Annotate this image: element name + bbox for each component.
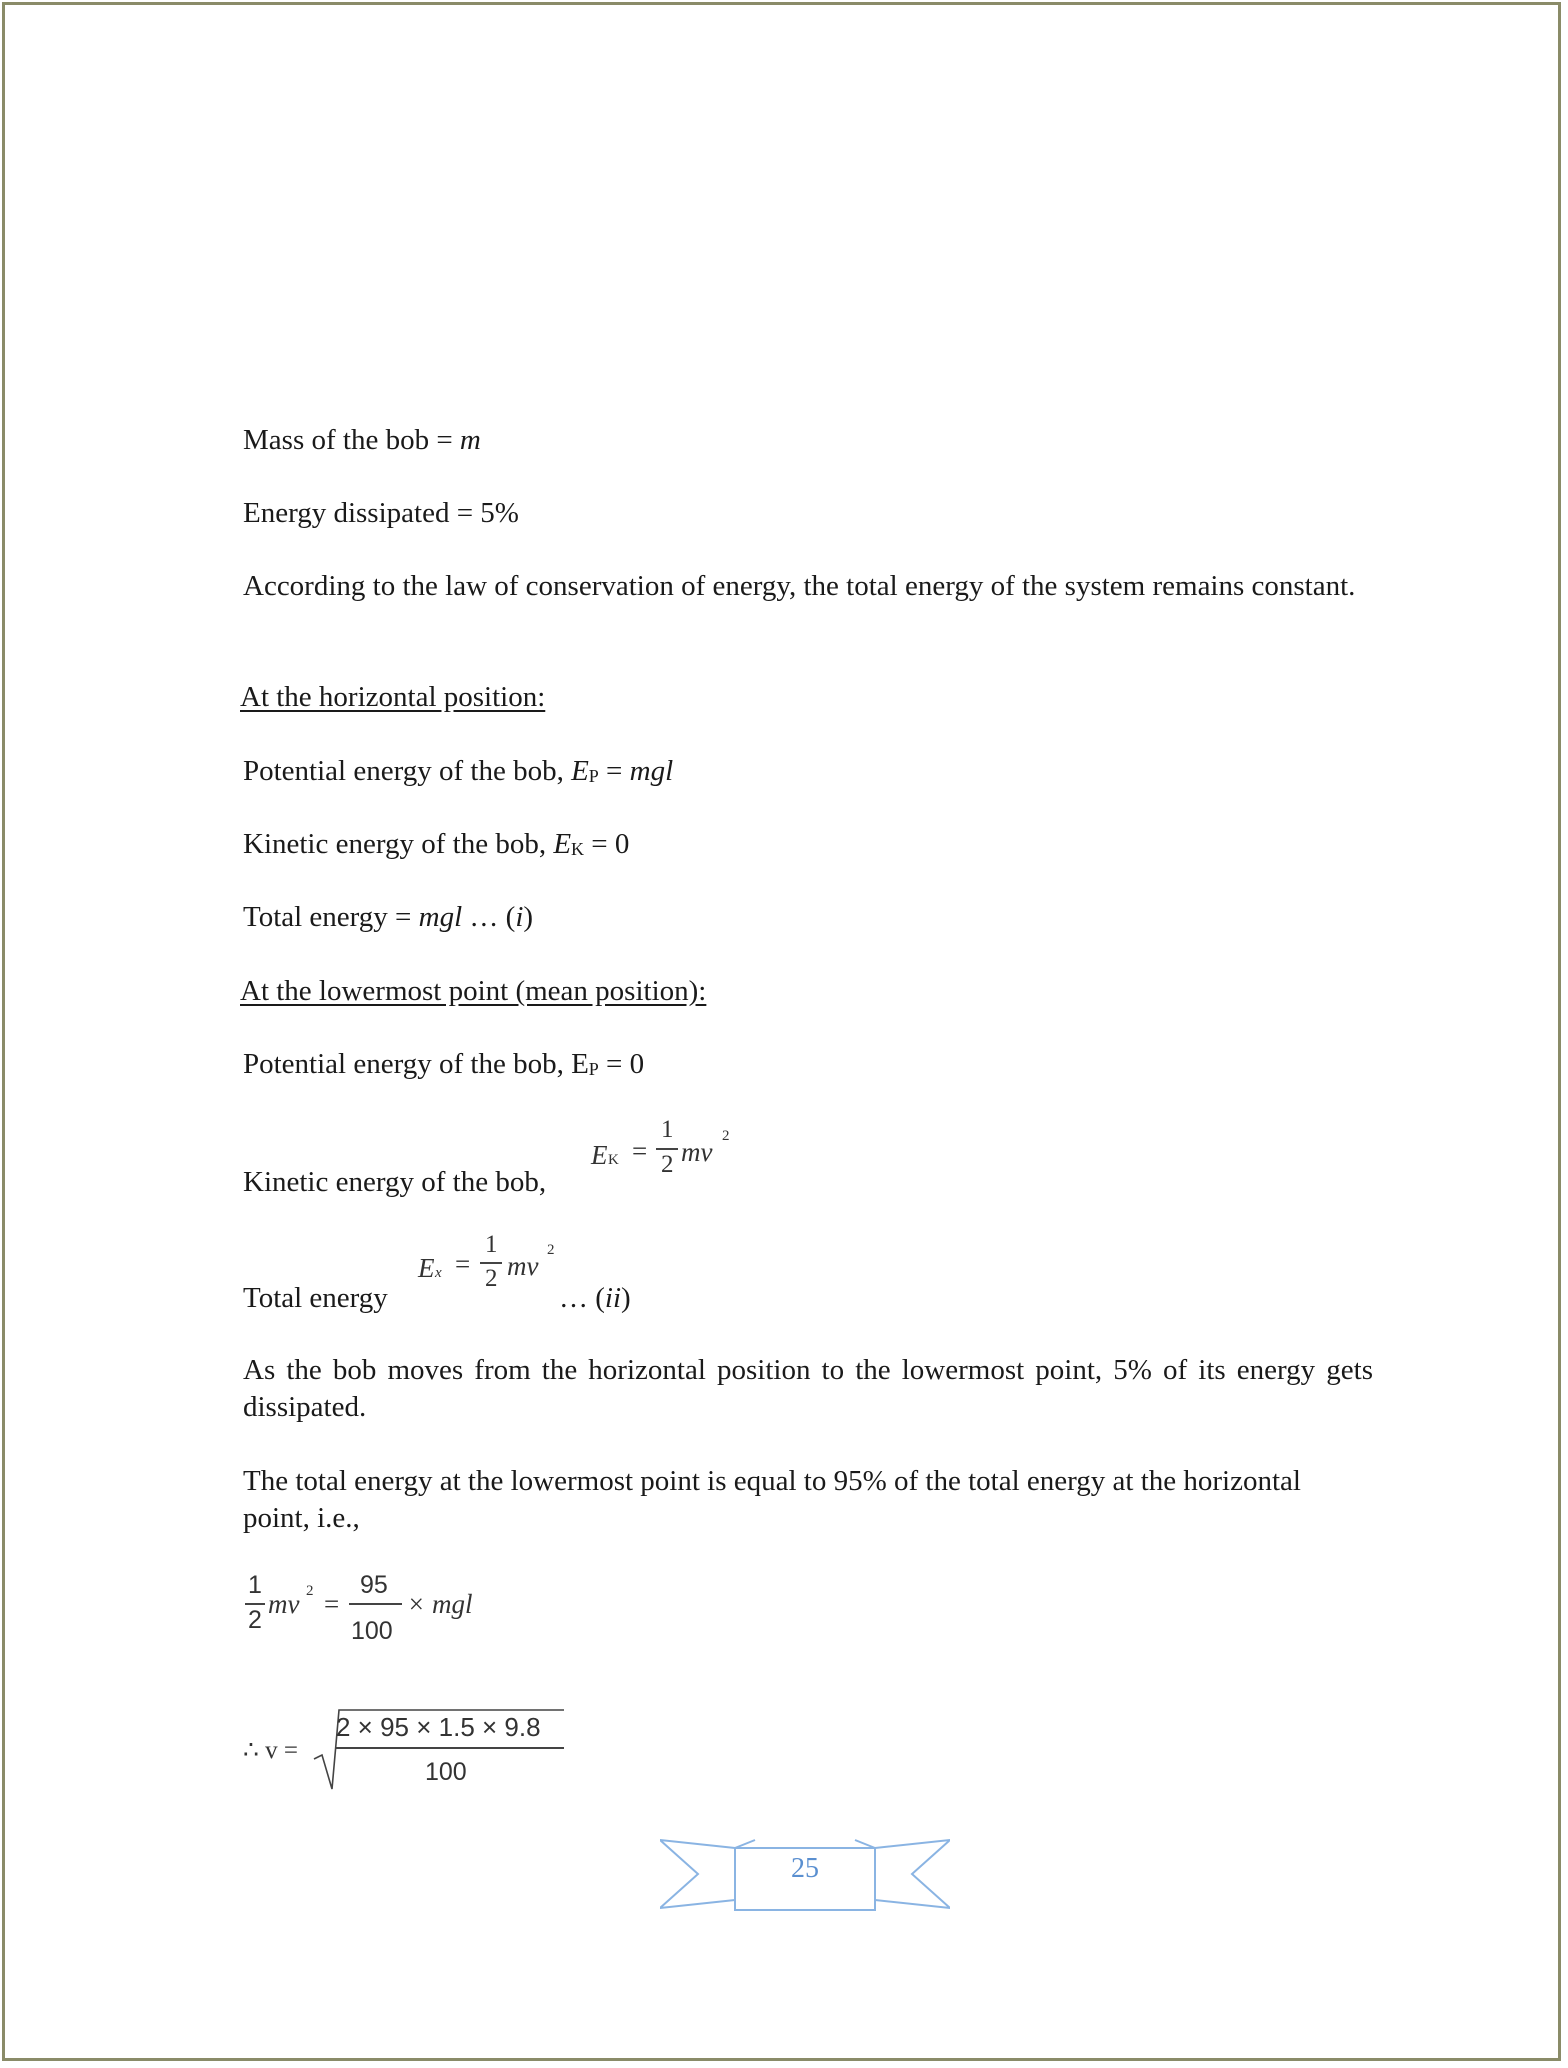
heading-horizontal-position: At the horizontal position: xyxy=(240,681,546,713)
kinetic-energy-horizontal-line: Kinetic energy of the bob, EK = 0 xyxy=(243,828,630,860)
potential-energy-horizontal-line: Potential energy of the bob, EP = mgl xyxy=(243,755,674,787)
energy-dissipated-line: Energy dissipated = 5% xyxy=(243,497,519,529)
potential-energy-lower-line: Potential energy of the bob, EP = 0 xyxy=(243,1048,645,1080)
page-border xyxy=(2,2,1561,2061)
total-energy-horizontal-line: Total energy = mgl … (i) xyxy=(243,901,534,933)
heading-lowermost-point: At the lowermost point (mean position): xyxy=(240,975,707,1007)
total-energy-95-paragraph: The total energy at the lowermost point is equal to 95% of the total energy at the horizontal point, i.e., xyxy=(243,1465,1301,1534)
page-number: 25 xyxy=(791,1853,819,1884)
mass-line: Mass of the bob = m xyxy=(243,424,481,456)
bob-moves-paragraph: As the bob moves from the horizontal position to the lowermost point, 5% of its energy gets dissipated. xyxy=(243,1354,1373,1423)
total-energy-lower-label: Total energy xyxy=(243,1282,388,1314)
kinetic-energy-lower-label: Kinetic energy of the bob, xyxy=(243,1166,547,1198)
conservation-law-paragraph: According to the law of conservation of energy, the total energy of the system remains constant. xyxy=(243,570,1356,602)
equation-ii-reference: … (ii) xyxy=(559,1282,631,1314)
